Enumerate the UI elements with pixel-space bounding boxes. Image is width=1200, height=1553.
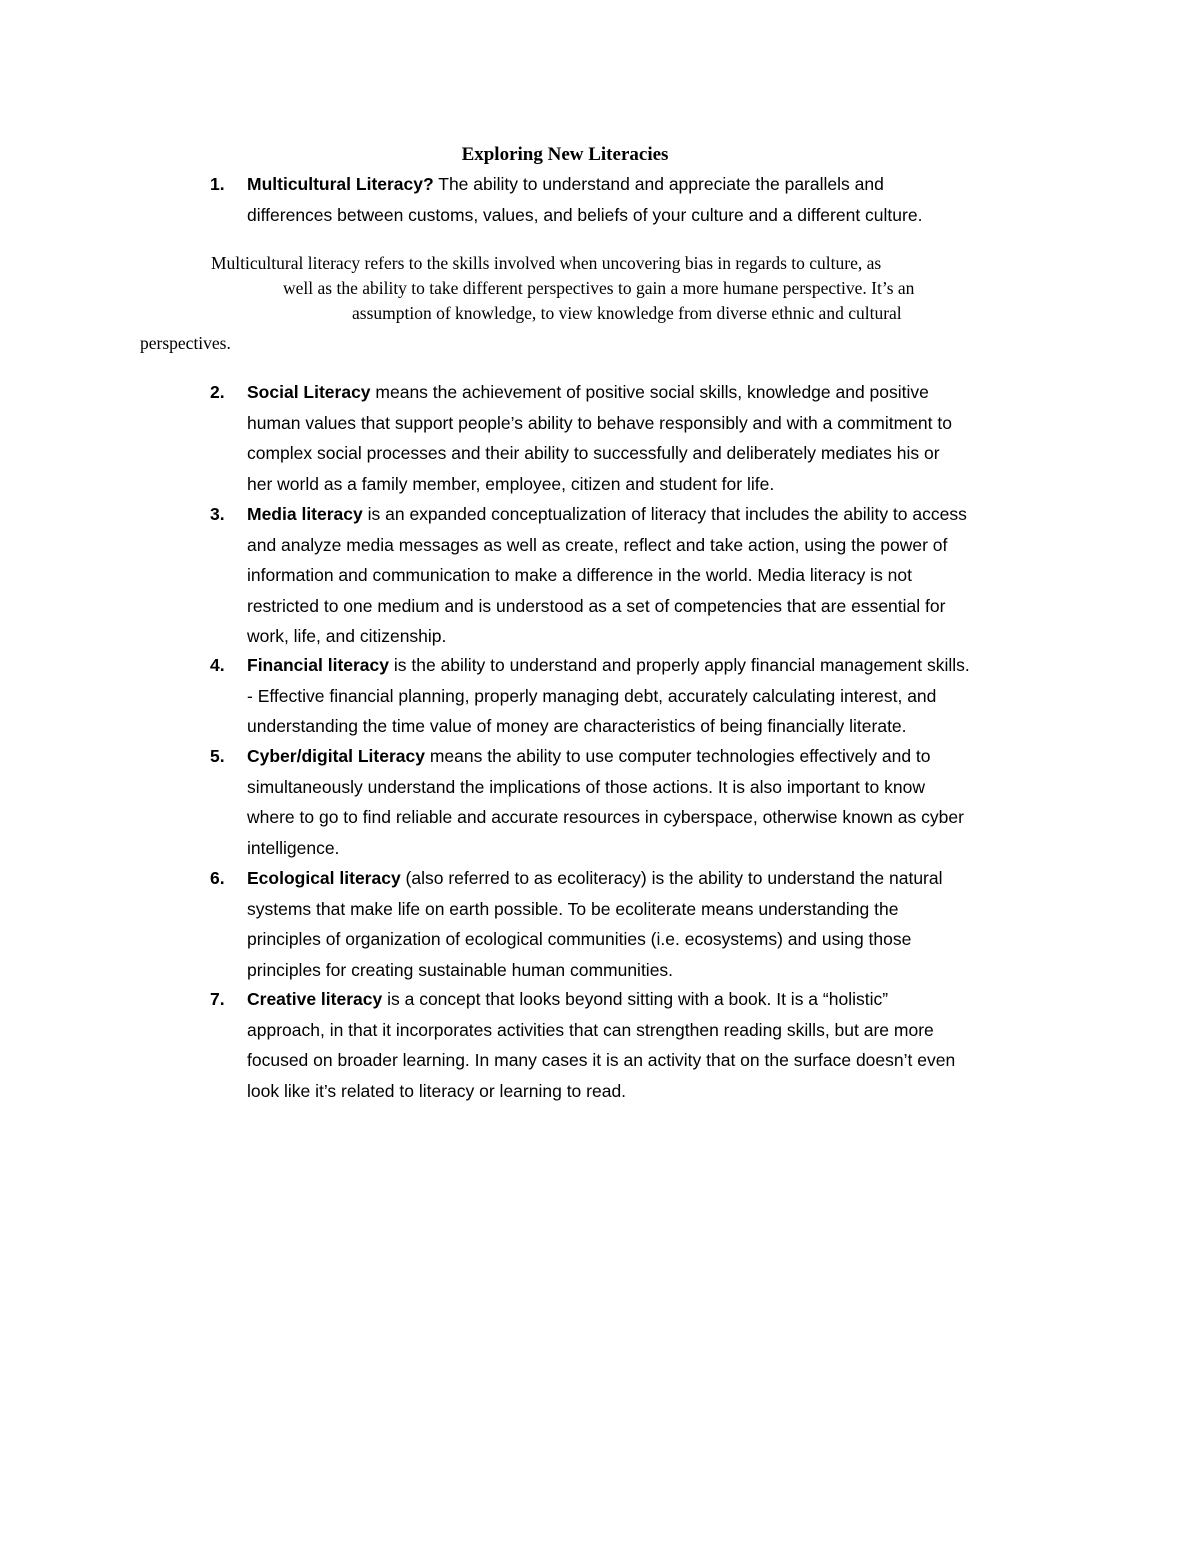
item-term: Creative literacy [247,989,383,1009]
item-line: complex social processes and their ability to successfully and deliberately mediates his or [247,443,940,463]
item-line: human values that support people’s ability to behave responsibly and with a commitment to [247,412,952,433]
item-line: differences between customs, values, and beliefs of your culture and a different culture. [247,204,923,225]
list-number: 4. [210,655,225,675]
item-line: systems that make life on earth possible. To be ecoliterate means understanding the [247,898,899,919]
item-line [247,377,952,408]
item-line: intelligence. [247,837,340,858]
item-term: Social Literacy [247,382,371,402]
item-line: - Effective financial planning, properly managing debt, accurately calculating interest, and [247,685,937,706]
item-line: restricted to one medium and is understood as a set of competencies that are essential for [247,595,946,616]
item-term: Ecological literacy [247,868,401,888]
list-item-media-literacy [210,499,967,652]
item-text: is the ability to understand and properly apply financial management skills. [389,655,970,675]
item-line: where to go to find reliable and accurate resources in cyberspace, otherwise known as cyber [247,807,964,827]
item-line: her world as a family member, employee, citizen and student for life. [247,473,775,494]
document-title: Exploring New Literacies [461,144,669,165]
item-line [247,741,964,772]
list-item-ecological-literacy [210,863,943,985]
item-line: work, life, and citizenship. [247,626,447,646]
item-text: (also referred to as ecoliteracy) is the ability to understand the natural [400,868,943,888]
list-number: 3. [210,504,225,524]
item-text: means the achievement of positive social skills, knowledge and positive [370,382,929,402]
item-line [247,169,922,200]
item-term: Financial literacy [247,655,390,675]
list-item-social-literacy [210,377,952,499]
item-line [247,650,970,681]
multicultural-paragraph-line: well as the ability to take different perspectives to gain a more humane perspective. It’s an [283,278,915,298]
list-number: 6. [210,868,225,888]
list-item-multicultural-literacy [210,169,922,230]
item-text: means the ability to use computer technologies effectively and to [424,746,931,766]
list-number: 1. [210,174,225,194]
multicultural-paragraph-line: perspectives. [140,333,231,353]
list-number: 7. [210,989,225,1009]
item-term: Cyber/digital Literacy [247,746,425,766]
item-line [247,984,955,1015]
item-text: is a concept that looks beyond sitting with a book. It is a “holistic” [382,989,889,1009]
item-line: information and communication to make a difference in the world. Media literacy is not [247,565,913,585]
item-text: The ability to understand and appreciate the parallels and [433,174,884,194]
item-line: look like it’s related to literacy or learning to read. [247,1080,627,1101]
multicultural-paragraph-line: Multicultural literacy refers to the skills involved when uncovering bias in regards to culture, as [211,253,882,273]
list-number: 5. [210,746,225,766]
item-line: focused on broader learning. In many cases it is an activity that on the surface doesn’t even [247,1050,956,1070]
item-line [247,863,943,894]
item-term: Media literacy [247,504,363,524]
item-line: approach, in that it incorporates activities that can strengthen reading skills, but are more [247,1019,934,1040]
item-term: Multicultural Literacy? [247,174,434,194]
item-line: principles of organization of ecological communities (i.e. ecosystems) and using those [247,929,912,949]
item-line: principles for creating sustainable human communities. [247,959,674,980]
item-line [247,499,967,530]
list-item-cyber-digital-literacy [210,741,964,863]
item-line: understanding the time value of money are characteristics of being financially literate. [247,716,907,736]
item-line: and analyze media messages as well as create, reflect and take action, using the power of [247,534,948,555]
list-number: 2. [210,382,225,402]
list-item-creative-literacy [210,984,955,1106]
multicultural-paragraph-line: assumption of knowledge, to view knowledge from diverse ethnic and cultural [352,303,902,323]
item-line: simultaneously understand the implications of those actions. It is also important to know [247,776,925,797]
list-item-financial-literacy [210,650,970,742]
item-text: is an expanded conceptualization of literacy that includes the ability to access [362,504,967,524]
